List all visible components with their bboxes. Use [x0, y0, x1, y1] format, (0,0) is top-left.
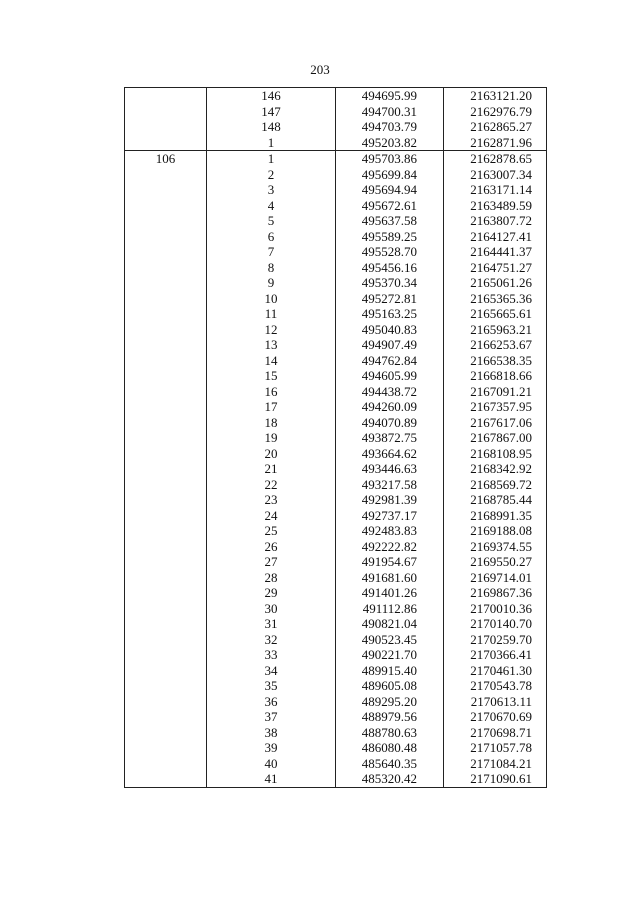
y-coordinate-cell: 2162871.96 [444, 135, 547, 151]
x-coordinate-cell: 492981.39 [336, 492, 444, 508]
point-number-cell: 7 [207, 244, 336, 260]
table-row [125, 663, 547, 679]
x-coordinate-cell: 490821.04 [336, 616, 444, 632]
point-number-cell: 10 [207, 291, 336, 307]
y-coordinate-cell: 2162976.79 [444, 104, 547, 120]
page-number: 203 [310, 62, 330, 77]
table-row [125, 119, 547, 135]
x-coordinate-cell: 490221.70 [336, 647, 444, 663]
x-coordinate-cell: 491401.26 [336, 585, 444, 601]
point-number-cell: 32 [207, 632, 336, 648]
table-row [125, 415, 547, 431]
x-coordinate-cell: 495456.16 [336, 260, 444, 276]
zone-cell [125, 446, 207, 462]
y-coordinate-cell: 2165061.26 [444, 275, 547, 291]
zone-cell [125, 508, 207, 524]
zone-cell [125, 585, 207, 601]
y-coordinate-cell: 2168785.44 [444, 492, 547, 508]
y-coordinate-cell: 2170698.71 [444, 725, 547, 741]
table-row [125, 461, 547, 477]
point-number-cell: 35 [207, 678, 336, 694]
table-row [125, 151, 547, 167]
zone-cell [125, 430, 207, 446]
table-row [125, 306, 547, 322]
zone-cell [125, 229, 207, 245]
point-number-cell: 33 [207, 647, 336, 663]
y-coordinate-cell: 2168991.35 [444, 508, 547, 524]
x-coordinate-cell: 489915.40 [336, 663, 444, 679]
zone-cell [125, 756, 207, 772]
x-coordinate-cell: 490523.45 [336, 632, 444, 648]
table-row [125, 198, 547, 214]
y-coordinate-cell: 2171057.78 [444, 740, 547, 756]
point-number-cell: 31 [207, 616, 336, 632]
table-row [125, 477, 547, 493]
x-coordinate-cell: 493664.62 [336, 446, 444, 462]
y-coordinate-cell: 2166253.67 [444, 337, 547, 353]
x-coordinate-cell: 494762.84 [336, 353, 444, 369]
y-coordinate-cell: 2170140.70 [444, 616, 547, 632]
point-number-cell: 11 [207, 306, 336, 322]
point-number-cell: 36 [207, 694, 336, 710]
point-number-cell: 6 [207, 229, 336, 245]
table-row [125, 213, 547, 229]
y-coordinate-cell: 2170613.11 [444, 694, 547, 710]
y-coordinate-cell: 2164751.27 [444, 260, 547, 276]
table-row [125, 570, 547, 586]
zone-cell [125, 322, 207, 338]
table-row [125, 616, 547, 632]
point-number-cell: 5 [207, 213, 336, 229]
point-number-cell: 146 [207, 88, 336, 104]
y-coordinate-cell: 2163171.14 [444, 182, 547, 198]
point-number-cell: 20 [207, 446, 336, 462]
x-coordinate-cell: 495203.82 [336, 135, 444, 151]
x-coordinate-cell: 495272.81 [336, 291, 444, 307]
x-coordinate-cell: 495637.58 [336, 213, 444, 229]
y-coordinate-cell: 2169867.36 [444, 585, 547, 601]
table-row [125, 244, 547, 260]
zone-cell [125, 740, 207, 756]
point-number-cell: 40 [207, 756, 336, 772]
point-number-cell: 13 [207, 337, 336, 353]
x-coordinate-cell: 494907.49 [336, 337, 444, 353]
point-number-cell: 9 [207, 275, 336, 291]
x-coordinate-cell: 488780.63 [336, 725, 444, 741]
zone-cell [125, 647, 207, 663]
x-coordinate-cell: 489295.20 [336, 694, 444, 710]
point-number-cell: 27 [207, 554, 336, 570]
y-coordinate-cell: 2167867.00 [444, 430, 547, 446]
y-coordinate-cell: 2170010.36 [444, 601, 547, 617]
x-coordinate-cell: 492222.82 [336, 539, 444, 555]
table-row [125, 523, 547, 539]
zone-cell [125, 291, 207, 307]
zone-cell [125, 88, 207, 104]
y-coordinate-cell: 2162878.65 [444, 151, 547, 167]
zone-cell [125, 104, 207, 120]
point-number-cell: 8 [207, 260, 336, 276]
y-coordinate-cell: 2163489.59 [444, 198, 547, 214]
x-coordinate-cell: 493446.63 [336, 461, 444, 477]
point-number-cell: 37 [207, 709, 336, 725]
y-coordinate-cell: 2170259.70 [444, 632, 547, 648]
point-number-cell: 26 [207, 539, 336, 555]
x-coordinate-cell: 495040.83 [336, 322, 444, 338]
table-row [125, 601, 547, 617]
x-coordinate-cell: 492483.83 [336, 523, 444, 539]
table-row [125, 322, 547, 338]
point-number-cell: 38 [207, 725, 336, 741]
point-number-cell: 22 [207, 477, 336, 493]
zone-cell [125, 337, 207, 353]
x-coordinate-cell: 494700.31 [336, 104, 444, 120]
zone-cell: 106 [125, 151, 207, 167]
zone-cell [125, 368, 207, 384]
point-number-cell: 17 [207, 399, 336, 415]
x-coordinate-cell: 495528.70 [336, 244, 444, 260]
zone-cell [125, 213, 207, 229]
zone-cell [125, 260, 207, 276]
x-coordinate-cell: 495672.61 [336, 198, 444, 214]
zone-cell [125, 306, 207, 322]
table-row [125, 709, 547, 725]
table-row [125, 508, 547, 524]
point-number-cell: 1 [207, 151, 336, 167]
y-coordinate-cell: 2167617.06 [444, 415, 547, 431]
point-number-cell: 21 [207, 461, 336, 477]
y-coordinate-cell: 2165365.36 [444, 291, 547, 307]
table-row [125, 740, 547, 756]
point-number-cell: 15 [207, 368, 336, 384]
coordinate-table [124, 87, 547, 788]
y-coordinate-cell: 2170670.69 [444, 709, 547, 725]
table-row [125, 167, 547, 183]
table-row [125, 771, 547, 787]
point-number-cell: 2 [207, 167, 336, 183]
x-coordinate-cell: 495703.86 [336, 151, 444, 167]
point-number-cell: 19 [207, 430, 336, 446]
zone-cell [125, 415, 207, 431]
zone-cell [125, 492, 207, 508]
point-number-cell: 3 [207, 182, 336, 198]
zone-cell [125, 167, 207, 183]
table-row [125, 135, 547, 151]
y-coordinate-cell: 2163121.20 [444, 88, 547, 104]
y-coordinate-cell: 2169374.55 [444, 539, 547, 555]
point-number-cell: 16 [207, 384, 336, 400]
x-coordinate-cell: 488979.56 [336, 709, 444, 725]
zone-cell [125, 616, 207, 632]
x-coordinate-cell: 495589.25 [336, 229, 444, 245]
point-number-cell: 28 [207, 570, 336, 586]
zone-cell [125, 135, 207, 151]
point-number-cell: 30 [207, 601, 336, 617]
point-number-cell: 25 [207, 523, 336, 539]
point-number-cell: 14 [207, 353, 336, 369]
zone-cell [125, 384, 207, 400]
y-coordinate-cell: 2171090.61 [444, 771, 547, 787]
table-row [125, 353, 547, 369]
zone-cell [125, 477, 207, 493]
x-coordinate-cell: 493872.75 [336, 430, 444, 446]
table-row [125, 229, 547, 245]
x-coordinate-cell: 495694.94 [336, 182, 444, 198]
x-coordinate-cell: 486080.48 [336, 740, 444, 756]
table-row [125, 725, 547, 741]
point-number-cell: 4 [207, 198, 336, 214]
zone-cell [125, 632, 207, 648]
table-row [125, 182, 547, 198]
point-number-cell: 12 [207, 322, 336, 338]
table-row [125, 430, 547, 446]
point-number-cell: 18 [207, 415, 336, 431]
table-row [125, 554, 547, 570]
y-coordinate-cell: 2169188.08 [444, 523, 547, 539]
point-number-cell: 147 [207, 104, 336, 120]
zone-cell [125, 601, 207, 617]
table-row [125, 384, 547, 400]
table-row [125, 368, 547, 384]
x-coordinate-cell: 491954.67 [336, 554, 444, 570]
table-row [125, 492, 547, 508]
x-coordinate-cell: 494260.09 [336, 399, 444, 415]
zone-cell [125, 570, 207, 586]
x-coordinate-cell: 489605.08 [336, 678, 444, 694]
x-coordinate-cell: 494605.99 [336, 368, 444, 384]
x-coordinate-cell: 492737.17 [336, 508, 444, 524]
table-row [125, 756, 547, 772]
table-row [125, 88, 547, 104]
y-coordinate-cell: 2170543.78 [444, 678, 547, 694]
y-coordinate-cell: 2170366.41 [444, 647, 547, 663]
zone-cell [125, 399, 207, 415]
table-row [125, 694, 547, 710]
table-row [125, 291, 547, 307]
table-row [125, 275, 547, 291]
y-coordinate-cell: 2167091.21 [444, 384, 547, 400]
zone-cell [125, 182, 207, 198]
y-coordinate-cell: 2165963.21 [444, 322, 547, 338]
y-coordinate-cell: 2166818.66 [444, 368, 547, 384]
y-coordinate-cell: 2164441.37 [444, 244, 547, 260]
x-coordinate-cell: 495699.84 [336, 167, 444, 183]
point-number-cell: 1 [207, 135, 336, 151]
table-row [125, 678, 547, 694]
y-coordinate-cell: 2169714.01 [444, 570, 547, 586]
zone-cell [125, 771, 207, 787]
zone-cell [125, 725, 207, 741]
table-row [125, 260, 547, 276]
y-coordinate-cell: 2167357.95 [444, 399, 547, 415]
x-coordinate-cell: 493217.58 [336, 477, 444, 493]
point-number-cell: 39 [207, 740, 336, 756]
x-coordinate-cell: 491681.60 [336, 570, 444, 586]
y-coordinate-cell: 2163807.72 [444, 213, 547, 229]
zone-cell [125, 539, 207, 555]
x-coordinate-cell: 494438.72 [336, 384, 444, 400]
table-row [125, 337, 547, 353]
table-row [125, 632, 547, 648]
x-coordinate-cell: 495163.25 [336, 306, 444, 322]
y-coordinate-cell: 2163007.34 [444, 167, 547, 183]
point-number-cell: 24 [207, 508, 336, 524]
y-coordinate-cell: 2168569.72 [444, 477, 547, 493]
x-coordinate-cell: 485320.42 [336, 771, 444, 787]
table-row [125, 585, 547, 601]
zone-cell [125, 678, 207, 694]
y-coordinate-cell: 2162865.27 [444, 119, 547, 135]
x-coordinate-cell: 495370.34 [336, 275, 444, 291]
table-row [125, 104, 547, 120]
y-coordinate-cell: 2171084.21 [444, 756, 547, 772]
y-coordinate-cell: 2166538.35 [444, 353, 547, 369]
zone-cell [125, 554, 207, 570]
table-row [125, 539, 547, 555]
x-coordinate-cell: 491112.86 [336, 601, 444, 617]
coordinate-table-body [125, 88, 547, 788]
zone-cell [125, 663, 207, 679]
table-row [125, 399, 547, 415]
y-coordinate-cell: 2165665.61 [444, 306, 547, 322]
point-number-cell: 41 [207, 771, 336, 787]
zone-cell [125, 523, 207, 539]
point-number-cell: 29 [207, 585, 336, 601]
zone-cell [125, 198, 207, 214]
table-row [125, 647, 547, 663]
y-coordinate-cell: 2170461.30 [444, 663, 547, 679]
x-coordinate-cell: 494070.89 [336, 415, 444, 431]
zone-cell [125, 353, 207, 369]
point-number-cell: 148 [207, 119, 336, 135]
zone-cell [125, 694, 207, 710]
zone-cell [125, 709, 207, 725]
x-coordinate-cell: 485640.35 [336, 756, 444, 772]
zone-cell [125, 275, 207, 291]
zone-cell [125, 244, 207, 260]
point-number-cell: 34 [207, 663, 336, 679]
y-coordinate-cell: 2169550.27 [444, 554, 547, 570]
y-coordinate-cell: 2168342.92 [444, 461, 547, 477]
x-coordinate-cell: 494695.99 [336, 88, 444, 104]
y-coordinate-cell: 2168108.95 [444, 446, 547, 462]
table-row [125, 446, 547, 462]
y-coordinate-cell: 2164127.41 [444, 229, 547, 245]
x-coordinate-cell: 494703.79 [336, 119, 444, 135]
zone-cell [125, 119, 207, 135]
point-number-cell: 23 [207, 492, 336, 508]
zone-cell [125, 461, 207, 477]
